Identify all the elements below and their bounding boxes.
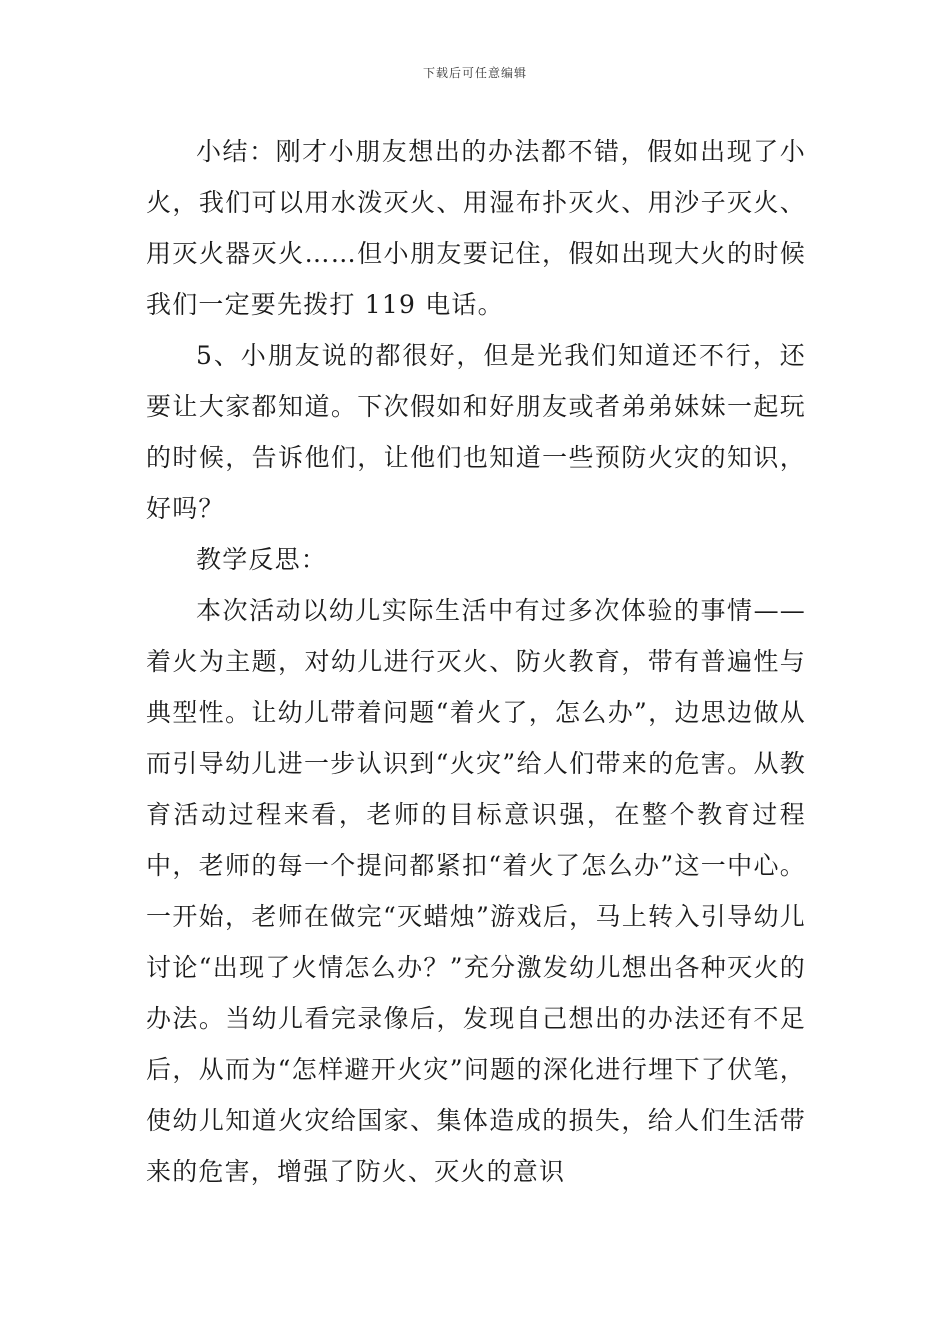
reflection-paragraph: 本次活动以幼儿实际生活中有过多次体验的事情——着火为主题，对幼儿进行灭火、防火教育，带有普遍性与典型性。让幼儿带着问题“着火了，怎么办”，边思边做从而引导幼儿进一步认识到“火灾”给人们带来的危害。从教育活动过程来看，老师的目标意识强，在整个教育过程中，老师的每一个提问都紧扣“着火了怎么办”这一中心。一开始，老师在做完“灭蜡烛”游戏后，马上转入引导幼儿讨论“出现了火情怎么办？”充分激发幼儿想出各种灭火的办法。当幼儿看完录像后，发现自己想出的办法还有不足后，从而为“怎样避开火灾”问题的深化进行埋下了伏笔，使幼儿知道火灾给国家、集体造成的损失，给人们生活带来的危害，增强了防火、灭火的意识 [146,596,806,1186]
page-header: 下载后可任意编辑 [422,66,527,80]
step-five-paragraph: 5、小朋友说的都很好，但是光我们知道还不行，还要让大家都知道。下次假如和好朋友或者弟弟妹妹一起玩的时候，告诉他们，让他们也知道一些预防火灾的知识，好吗？ [146,341,806,523]
summary-paragraph: 小结：刚才小朋友想出的办法都不错，假如出现了小火，我们可以用水泼灭火、用湿布扑灭火、用沙子灭火、用灭火器灭火……但小朋友要记住，假如出现大火的时候我们一定要先拨打 119 电话。 [146,137,806,319]
document-body [146,126,806,1197]
reflection-heading: 教学反思： [196,545,328,574]
